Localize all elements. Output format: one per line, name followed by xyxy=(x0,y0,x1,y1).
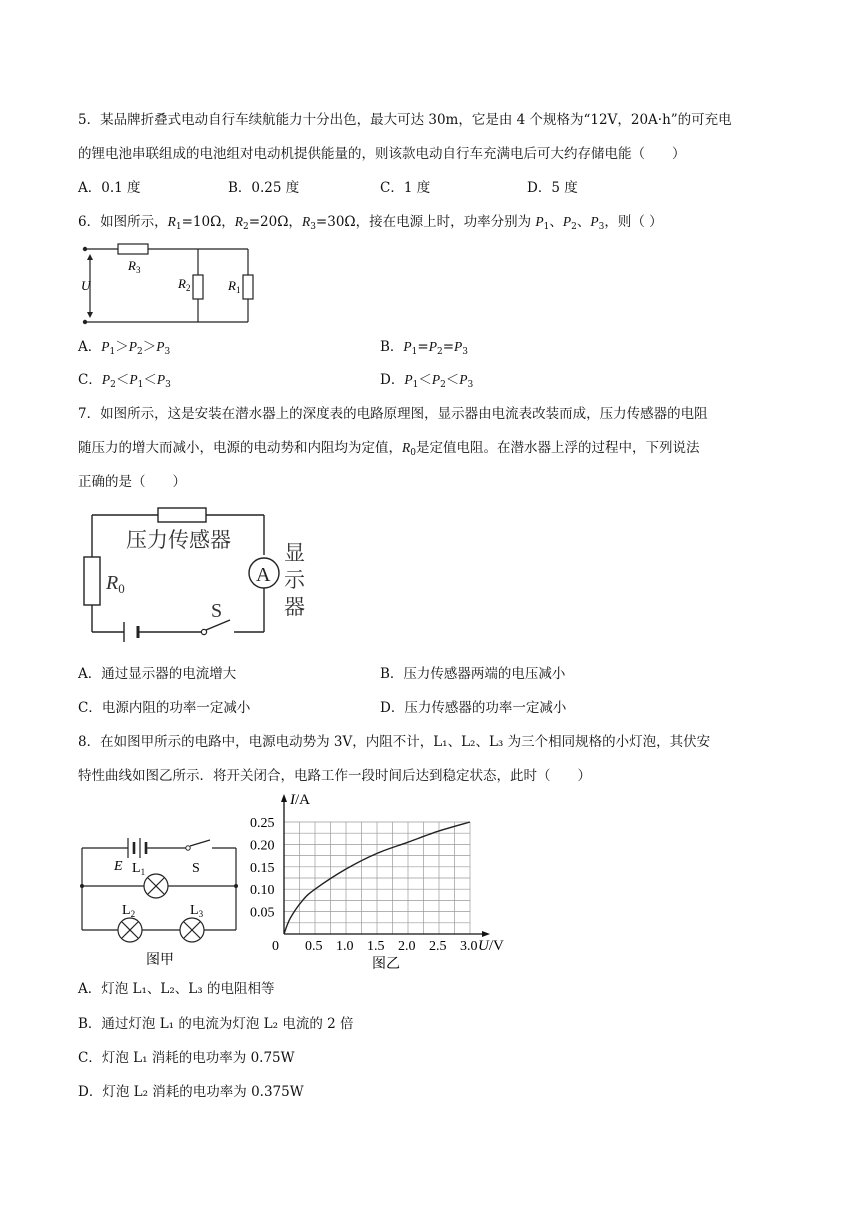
y-tick-label-4: 0.25 xyxy=(250,816,275,831)
y-tick-label-3: 0.20 xyxy=(250,838,275,854)
x-tick-label-0: 0.5 xyxy=(305,939,323,954)
q7-label-display-3: 器 xyxy=(284,595,305,619)
q6-circuit-figure xyxy=(78,238,268,330)
q8-caption-a: 图甲 xyxy=(146,952,174,968)
x-tick-label-2: 1.5 xyxy=(367,939,385,954)
x-tick-label-3: 2.0 xyxy=(398,939,416,954)
q8-label-l2: $L_2$ xyxy=(122,903,136,919)
q8-figure-a-circuit xyxy=(76,828,246,970)
q7-option-c: C．电源内阻的功率一定减小 xyxy=(78,700,251,716)
q5-option-d: D．5 度 xyxy=(527,180,578,196)
q8-caption-b: 图乙 xyxy=(372,956,400,972)
q7-circuit-figure xyxy=(78,500,318,648)
q8-label-s: S xyxy=(192,861,200,876)
q8-option-b: B．通过灯泡 L₁ 的电流为灯泡 L₂ 电流的 2 倍 xyxy=(78,1016,354,1032)
q6-option-c: C．$P_2<P_1<P_3$ xyxy=(78,372,171,390)
chart-x-axis-label: U/V xyxy=(478,938,504,954)
q6-option-b: B．$P_1=P_2=P_3$ xyxy=(380,339,468,357)
q7-label-ammeter: A xyxy=(256,564,271,586)
q7-label-r0: $R_0$ xyxy=(106,572,125,596)
q5-line2: 的锂电池串联组成的电池组对电动机提供能量的，则该款电动自行车充满电后可大约存储电能（ ） xyxy=(78,146,686,162)
chart-y-axis-label: I/A xyxy=(290,792,310,808)
chart-axes xyxy=(281,794,490,937)
q7-option-a: A．通过显示器的电流增大 xyxy=(78,666,237,682)
q5-option-c: C．1 度 xyxy=(380,180,431,196)
q5-line1: 5．某品牌折叠式电动自行车续航能力十分出色，最大可达 30m，它是由 4 个规格为“12V，20A·h”的可充电 xyxy=(78,112,732,128)
q6-stem: 6．如图所示，$R_1=10\Omega$，$R_2=20\Omega$，$R_3=30\Omega$，接在电源上时，功率分别为 $P_1$、$P_2$、$P_3$，则（ ） xyxy=(78,214,663,232)
x-tick-label-5: 3.0 xyxy=(460,939,478,954)
q6-label-r3: $R_3$ xyxy=(128,258,141,275)
q6-option-d: D．$P_1<P_2<P_3$ xyxy=(380,372,474,390)
chart-origin-label: 0 xyxy=(272,939,279,954)
q8-option-a: A．灯泡 L₁、L₂、L₃ 的电阻相等 xyxy=(78,981,275,997)
q7-line3: 正确的是（ ） xyxy=(78,474,186,490)
q7-label-switch: S xyxy=(211,600,223,622)
q8-option-d: D．灯泡 L₂ 消耗的电功率为 0.375W xyxy=(78,1084,304,1100)
y-axis-arrow xyxy=(281,794,287,802)
q7-label-display-1: 显 xyxy=(284,541,305,565)
q5-option-b: B．0.25 度 xyxy=(228,180,300,196)
q6-label-u: U xyxy=(81,278,91,293)
q8-label-e: E xyxy=(114,859,123,874)
q5-option-a: A．0.1 度 xyxy=(78,180,141,196)
q7-label-sensor: 压力传感器 xyxy=(126,528,231,552)
y-tick-label-0: 0.05 xyxy=(250,905,275,921)
y-tick-label-1: 0.10 xyxy=(250,883,275,899)
q8-label-l3: $L_3$ xyxy=(190,903,204,919)
y-tick-label-2: 0.15 xyxy=(250,860,275,876)
x-tick-label-4: 2.5 xyxy=(429,939,447,954)
q6-option-a: A．$P_1>P_2>P_3$ xyxy=(78,339,171,357)
q8-line1: 8．在如图甲所示的电路中，电源电动势为 3V，内阻不计，L₁、L₂、L₃ 为三个相同规格的小灯泡，其伏安 xyxy=(78,734,711,750)
q6-label-r1: $R_1$ xyxy=(228,278,241,295)
q7-label-display-2: 示 xyxy=(284,568,305,592)
x-axis-arrow xyxy=(482,931,490,937)
q6-label-r2: $R_2$ xyxy=(178,276,191,293)
x-tick-label-1: 1.0 xyxy=(336,939,354,954)
q7-line1: 7．如图所示，这是安装在潜水器上的深度表的电路原理图，显示器由电流表改装而成，压力传感器的电阻 xyxy=(78,406,708,422)
q8-figure-b-chart xyxy=(244,790,514,972)
q7-option-d: D．压力传感器的功率一定减小 xyxy=(380,700,567,716)
chart-grid xyxy=(284,822,470,934)
q8-line2: 特性曲线如图乙所示．将开关闭合，电路工作一段时间后达到稳定状态，此时（ ） xyxy=(78,768,591,784)
q7-option-b: B．压力传感器两端的电压减小 xyxy=(380,666,566,682)
q8-label-l1: $L_1$ xyxy=(132,861,146,877)
q7-line2: 随压力的增大而减小，电源的电动势和内阻均为定值，$R_0$是定值电阻。在潜水器上浮的过程中，下列说法 xyxy=(78,440,700,458)
q8-option-c: C．灯泡 L₁ 消耗的电功率为 0.75W xyxy=(78,1050,295,1066)
